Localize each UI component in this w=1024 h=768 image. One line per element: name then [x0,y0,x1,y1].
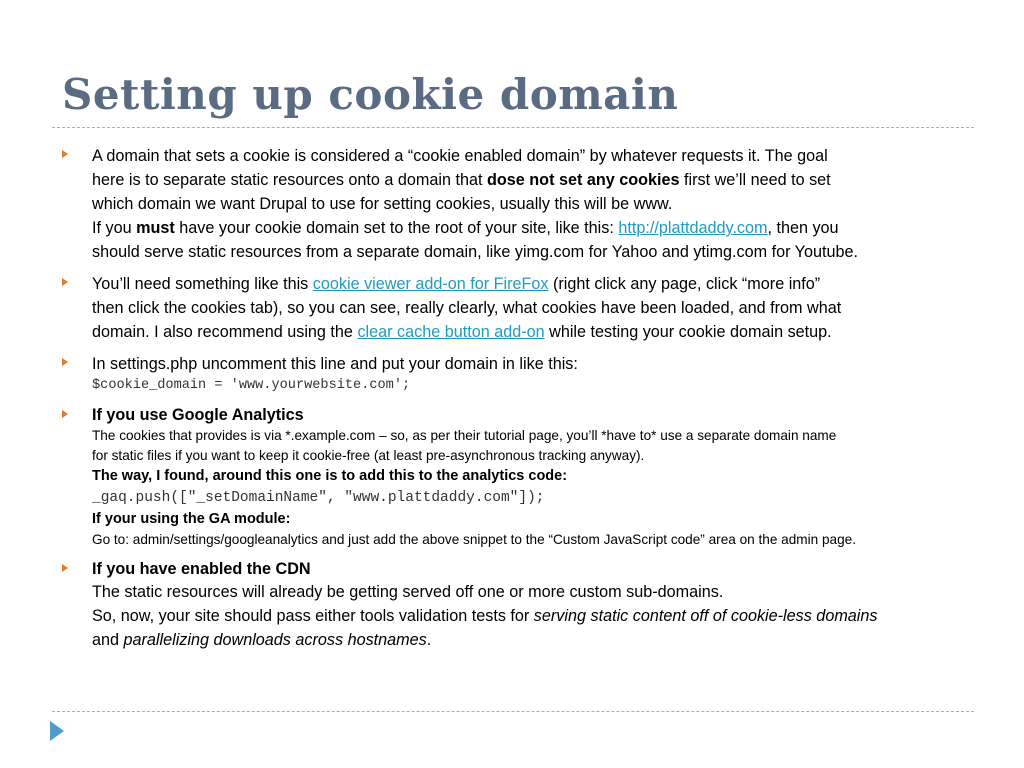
bullet-arrow-icon [62,278,68,286]
text-line [92,240,965,264]
text-line: The cookies that provides is via *.example.com – so, as per their tutorial page, you’ll *have to* use a separate domain name [92,428,837,443]
section-heading: If you have enabled the CDN [92,560,311,578]
text-span: have your cookie domain set to the root of your site, like this: [174,219,619,237]
code-snippet-gaq-push: _gaq.push(["_setDomainName", "www.plattdaddy.com"]); [92,490,545,506]
text-span: should serve static resources from a separate domain, like yimg.com for Yahoo and ytimg.com for Youtube. [92,243,858,261]
text-line [92,272,965,296]
text-line [92,144,965,168]
text-span: , then you [767,219,839,237]
title-divider [52,127,974,128]
text-line: In settings.php uncomment this line and put your domain in like this: [92,355,578,373]
footer-divider [52,711,974,712]
text-span: first we’ll need to set [679,171,831,189]
text-line: The way, I found, around this one is to add this to the analytics code: [92,468,568,484]
bullet-arrow-icon [62,150,68,158]
text-span: and [92,631,124,649]
text-line [92,296,965,320]
text-line: If your using the GA module: [92,511,291,527]
text-line [92,192,965,216]
text-span: then click the cookies tab), so you can see, really clearly, what cookies have been loaded, and from what [92,299,842,317]
text-line [92,216,965,240]
bullet-item-google-analytics [60,404,965,550]
emphasis-text: serving static content off of cookie-less domains [533,607,878,625]
text-span: while testing your cookie domain setup. [544,323,832,341]
bullet-item-cdn [60,558,965,652]
code-snippet-cookie-domain: $cookie_domain = 'www.yourwebsite.com'; [92,378,411,393]
text-line [92,628,965,652]
emphasis-dose-not-set: dose not set any cookies [487,171,680,189]
bullet-arrow-icon [62,358,68,366]
text-line [92,320,965,344]
text-line [92,604,965,628]
slide-title: Setting up cookie domain [62,70,679,119]
text-line [92,168,965,192]
next-slide-arrow-icon[interactable] [50,721,64,741]
emphasis-text: parallelizing downloads across hostnames [123,631,427,649]
text-span: So, now, your site should pass either tools validation tests for [92,607,534,625]
text-span: A domain that sets a cookie is considered a “cookie enabled domain” by whatever requests it. The goal [92,147,828,165]
text-line: The static resources will already be getting served off one or more custom sub-domains. [92,583,724,601]
emphasis-must: must [136,219,175,237]
text-span: You’ll need something like this [92,275,313,293]
text-span: If you [92,219,137,237]
cookie-viewer-addon-link[interactable]: cookie viewer add-on for FireFox [312,275,549,293]
bullet-item-cookie-viewer [60,272,965,344]
bullet-item-cookie-enabled-domain [60,144,965,264]
text-line: Go to: admin/settings/googleanalytics and just add the above snippet to the “Custom JavaScript code” area on the admin page. [92,532,856,547]
text-span: domain. I also recommend using the [92,323,358,341]
text-span: . [426,631,432,649]
section-heading: If you use Google Analytics [92,406,304,424]
text-line: for static files if you want to keep it cookie-free (at least pre-asynchronous tracking anyway). [92,448,645,463]
text-span: which domain we want Drupal to use for setting cookies, usually this will be www. [92,195,673,213]
bullet-item-settings-php [60,352,965,396]
clear-cache-addon-link[interactable]: clear cache button add-on [357,323,545,341]
text-span: (right click any page, click “more info” [548,275,821,293]
bullet-arrow-icon [62,564,68,572]
bullet-arrow-icon [62,410,68,418]
text-span: here is to separate static resources onto a domain that [92,171,488,189]
plattdaddy-link[interactable]: http://plattdaddy.com [618,219,768,237]
slide-body [60,144,965,660]
